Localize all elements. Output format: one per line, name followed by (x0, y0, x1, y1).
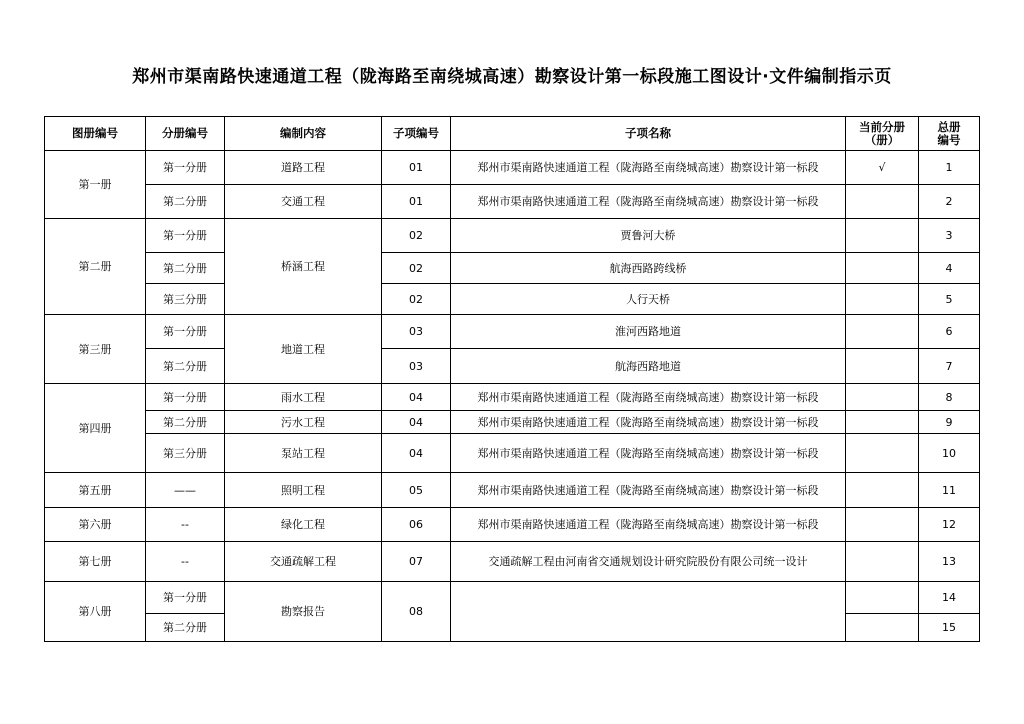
content-cell: 绿化工程 (225, 508, 382, 542)
subvolume-cell: -- (146, 508, 225, 542)
item-no-cell: 02 (382, 253, 451, 284)
subvolume-cell: 第二分册 (146, 185, 225, 219)
total-no-cell: 10 (919, 434, 980, 473)
item-name-cell: 郑州市渠南路快速通道工程（陇海路至南绕城高速）勘察设计第一标段 (451, 151, 846, 185)
current-volume-cell (846, 384, 919, 411)
current-volume-cell (846, 411, 919, 434)
current-volume-cell (846, 185, 919, 219)
item-no-cell: 07 (382, 542, 451, 582)
header-subvolume-no: 分册编号 (146, 117, 225, 151)
item-name-cell: 航海西路地道 (451, 349, 846, 384)
current-volume-cell (846, 315, 919, 349)
item-name-cell: 郑州市渠南路快速通道工程（陇海路至南绕城高速）勘察设计第一标段 (451, 508, 846, 542)
subvolume-cell: -- (146, 542, 225, 582)
header-item-name: 子项名称 (451, 117, 846, 151)
table-row (45, 582, 980, 614)
current-volume-cell: √ (846, 151, 919, 185)
item-no-cell: 01 (382, 185, 451, 219)
subvolume-cell: 第一分册 (146, 582, 225, 614)
volume-cell: 第七册 (45, 542, 146, 582)
content-cell: 照明工程 (225, 473, 382, 508)
content-cell: 泵站工程 (225, 434, 382, 473)
current-volume-cell (846, 473, 919, 508)
subvolume-cell: 第二分册 (146, 253, 225, 284)
item-no-cell: 02 (382, 284, 451, 315)
volume-cell: 第八册 (45, 582, 146, 642)
table-row (45, 349, 980, 384)
subvolume-cell: 第一分册 (146, 219, 225, 253)
subvolume-cell: 第三分册 (146, 434, 225, 473)
current-volume-cell (846, 253, 919, 284)
item-no-cell: 01 (382, 151, 451, 185)
subvolume-cell: 第一分册 (146, 151, 225, 185)
item-no-cell: 06 (382, 508, 451, 542)
table-row (45, 473, 980, 508)
header-current-volume (846, 117, 919, 151)
subvolume-cell: 第二分册 (146, 349, 225, 384)
header-volume-no: 图册编号 (45, 117, 146, 151)
current-volume-cell (846, 219, 919, 253)
table-row (45, 434, 980, 473)
total-no-cell: 2 (919, 185, 980, 219)
item-no-cell: 04 (382, 384, 451, 411)
total-no-cell: 12 (919, 508, 980, 542)
content-cell: 交通工程 (225, 185, 382, 219)
header-total-line1: 总册 (937, 119, 961, 134)
item-no-cell: 04 (382, 434, 451, 473)
header-current-line2: （册） (864, 132, 900, 147)
volume-cell: 第三册 (45, 315, 146, 384)
item-no-cell: 03 (382, 315, 451, 349)
total-no-cell: 1 (919, 151, 980, 185)
volume-cell: 第二册 (45, 219, 146, 315)
item-no-cell: 03 (382, 349, 451, 384)
total-no-cell: 8 (919, 384, 980, 411)
content-cell: 地道工程 (225, 315, 382, 384)
item-no-cell: 05 (382, 473, 451, 508)
volume-cell: 第六册 (45, 508, 146, 542)
subvolume-cell: 第二分册 (146, 614, 225, 642)
table-row (45, 284, 980, 315)
current-volume-cell (846, 542, 919, 582)
page-title: 郑州市渠南路快速通道工程（陇海路至南绕城高速）勘察设计第一标段施工图设计·文件编制指示页 (132, 67, 892, 87)
item-name-cell: 人行天桥 (451, 284, 846, 315)
volume-cell: 第四册 (45, 384, 146, 473)
item-no-cell: 08 (382, 582, 451, 642)
header-total-line2: 编号 (937, 132, 961, 147)
item-name-cell: 航海西路跨线桥 (451, 253, 846, 284)
total-no-cell: 5 (919, 284, 980, 315)
total-no-cell: 6 (919, 315, 980, 349)
content-cell: 雨水工程 (225, 384, 382, 411)
total-no-cell: 4 (919, 253, 980, 284)
content-cell: 交通疏解工程 (225, 542, 382, 582)
current-volume-cell (846, 582, 919, 614)
table-row (45, 508, 980, 542)
index-table (44, 116, 980, 642)
table-row (45, 315, 980, 349)
table-row (45, 411, 980, 434)
table-row (45, 151, 980, 185)
item-name-cell: 郑州市渠南路快速通道工程（陇海路至南绕城高速）勘察设计第一标段 (451, 411, 846, 434)
total-no-cell: 9 (919, 411, 980, 434)
total-no-cell: 7 (919, 349, 980, 384)
total-no-cell: 11 (919, 473, 980, 508)
content-cell: 桥涵工程 (225, 219, 382, 315)
total-no-cell: 13 (919, 542, 980, 582)
item-name-cell: 贾鲁河大桥 (451, 219, 846, 253)
header-total-no (919, 117, 980, 151)
current-volume-cell (846, 434, 919, 473)
item-no-cell: 04 (382, 411, 451, 434)
subvolume-cell: 第二分册 (146, 411, 225, 434)
current-volume-cell (846, 508, 919, 542)
table-row (45, 542, 980, 582)
header-row (45, 117, 980, 151)
subvolume-cell: —— (146, 473, 225, 508)
item-name-cell: 郑州市渠南路快速通道工程（陇海路至南绕城高速）勘察设计第一标段 (451, 473, 846, 508)
content-cell: 勘察报告 (225, 582, 382, 642)
item-name-cell (451, 582, 846, 642)
content-cell: 道路工程 (225, 151, 382, 185)
volume-cell: 第一册 (45, 151, 146, 219)
subvolume-cell: 第一分册 (146, 315, 225, 349)
content-cell: 污水工程 (225, 411, 382, 434)
current-volume-cell (846, 614, 919, 642)
item-name-cell: 郑州市渠南路快速通道工程（陇海路至南绕城高速）勘察设计第一标段 (451, 185, 846, 219)
item-name-cell: 淮河西路地道 (451, 315, 846, 349)
item-name-cell: 郑州市渠南路快速通道工程（陇海路至南绕城高速）勘察设计第一标段 (451, 384, 846, 411)
header-item-no: 子项编号 (382, 117, 451, 151)
total-no-cell: 14 (919, 582, 980, 614)
item-name-cell: 交通疏解工程由河南省交通规划设计研究院股份有限公司统一设计 (451, 542, 846, 582)
current-volume-cell (846, 284, 919, 315)
item-name-cell: 郑州市渠南路快速通道工程（陇海路至南绕城高速）勘察设计第一标段 (451, 434, 846, 473)
table-row (45, 185, 980, 219)
table-row (45, 219, 980, 253)
total-no-cell: 15 (919, 614, 980, 642)
table-row (45, 384, 980, 411)
subvolume-cell: 第一分册 (146, 384, 225, 411)
header-current-line1: 当前分册 (859, 119, 905, 134)
total-no-cell: 3 (919, 219, 980, 253)
header-content: 编制内容 (225, 117, 382, 151)
table-row (45, 253, 980, 284)
current-volume-cell (846, 349, 919, 384)
item-no-cell: 02 (382, 219, 451, 253)
subvolume-cell: 第三分册 (146, 284, 225, 315)
volume-cell: 第五册 (45, 473, 146, 508)
